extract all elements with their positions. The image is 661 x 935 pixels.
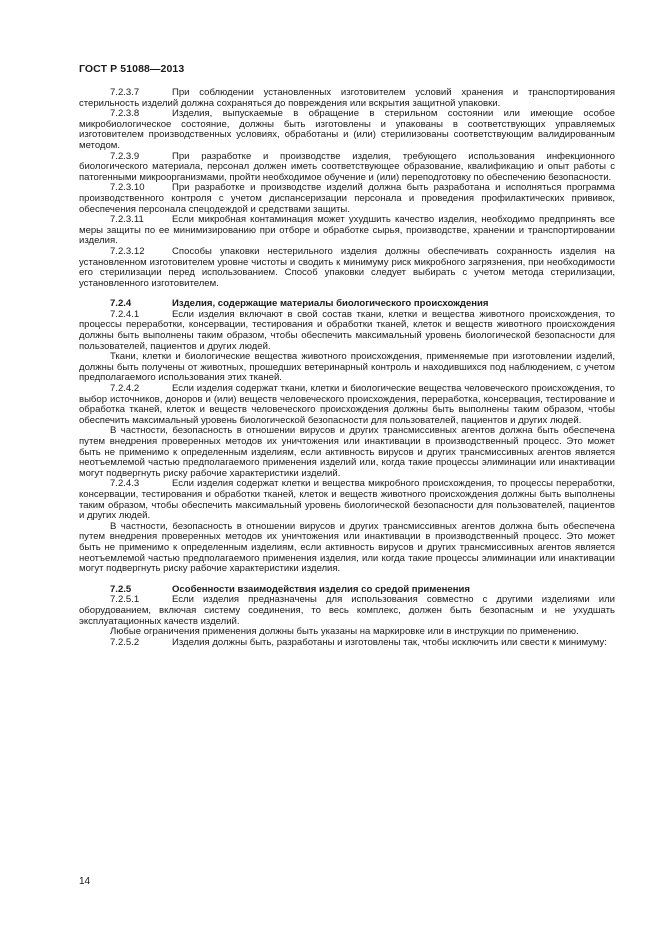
clause-text: Изделия, выпускаемые в обращение в стерильном состоянии или имеющие особое микробиологическое состояние, должны быть изготовлены и упакованы в соответствующих управляемых изготовителем производственных условиях, обработаны и (или) стерилизованы соответствующим валидированным методом. xyxy=(79,108,615,151)
clause-text: В частности, безопасность в отношении вирусов и других трансмиссивных агентов должна быть обеспечена путем внедрения проверенных методов их уничтожения или инактивации в производственный процесс. Это может быть не применимо к определенным изделиям, если активность вирусов и других трансмиссивных агентов является неотъемлемой частью предполагаемого применения изделия, или когда такие процессы элиминации или инактивации могут подвергнуть риску рабочие характеристики изделия. xyxy=(79,520,615,575)
paragraph-7-2-3-7 xyxy=(79,88,615,109)
clause-number: 7.2.4.3 xyxy=(110,478,140,490)
paragraph-7-2-4-3 xyxy=(79,479,615,521)
clause-text: Если микробная контаминация может ухудшить качество изделия, необходимо предпринять все меры защиты по ее минимизированию при отборе и обработке сырья, производстве, хранении и транспортировании изделия. xyxy=(79,214,615,247)
section-title: Изделия, содержащие материалы биологического происхождения xyxy=(172,298,489,310)
clause-number: 7.2.3.10 xyxy=(110,182,145,194)
clause-text: При разработке и производстве изделий должна быть разработана и исполняться программа производственного контроля с учетом диспансеризации персонала и проведения профилактических прививок, обеспечения персонала спецодеждой и средствами защиты. xyxy=(79,182,615,215)
clause-number: 7.2.4.1 xyxy=(110,308,140,320)
clause-number: 7.2.3.8 xyxy=(110,108,140,120)
paragraph-7-2-5-1 xyxy=(79,595,615,627)
clause-text: Любые ограничения применения должны быть указаны на маркировке или в инструкции по применению. xyxy=(110,626,579,638)
clause-number: 7.2.4.2 xyxy=(110,383,140,395)
clause-number: 7.2.5.2 xyxy=(110,636,140,648)
clause-text: При соблюдении установленных изготовителем условий хранения и транспортирования стерильность изделий должна сохраняться до повреждения или вскрытия защитной упаковки. xyxy=(79,87,615,109)
document-body xyxy=(79,88,615,648)
clause-number: 7.2.5.1 xyxy=(110,594,140,606)
clause-text: В частности, безопасность в отношении вирусов и других трансмиссивных агентов должна быть обеспечена путем внедрения проверенных методов их уничтожения или инактивации в производственный процесс. Это может быть не применимо к определенным изделиям, если активность вирусов и других трансмиссивных агентов является неотъемлемой частью предполагаемого применения изделий или, когда такие процессы элиминации или инактивации могут подвергнуть риску рабочие характеристики изделий. xyxy=(79,425,615,479)
paragraph-7-2-3-9 xyxy=(79,152,615,184)
clause-number: 7.2.3.7 xyxy=(110,87,140,98)
paragraph-7-2-5-2 xyxy=(79,638,615,649)
clause-number: 7.2.3.12 xyxy=(110,245,145,257)
paragraph-7-2-4-1-cont xyxy=(79,352,615,384)
section-number: 7.2.5 xyxy=(110,583,132,595)
paragraph-7-2-3-11 xyxy=(79,215,615,247)
clause-text: Если изделия предназначены для использования совместно с другими изделиями или оборудованием, включая систему соединения, то весь комплекс, должен быть безопасным и не ухудшать эксплуатационных качеств изделий. xyxy=(79,594,615,627)
page-number: 14 xyxy=(79,876,91,887)
paragraph-7-2-3-12 xyxy=(79,247,615,289)
clause-text: При разработке и производстве изделия, требующего использования инфекционного биологического материала, персонал должен иметь соответствующее образование, квалификацию и опыт работы с патогенными микроорганизмами, пройти необходимое обучение и (или) переподготовку по обеспечению безопасности. xyxy=(79,150,615,183)
paragraph-7-2-3-8 xyxy=(79,109,615,151)
section-title: Особенности взаимодействия изделия со средой применения xyxy=(172,583,470,595)
paragraph-7-2-3-10 xyxy=(79,183,615,215)
document-header: ГОСТ Р 51088—2013 xyxy=(79,63,185,75)
clause-text: Если изделия содержат ткани, клетки и биологические вещества человеческого происхождения, то выбор источников, доноров и (или) веществ человеческого происхождения, переработка, консервация, тестирование и обработка тканей, клеток и веществ человеческого происхождения должны быть выполнены таким образом, чтобы обеспечить максимальный уровень биологической безопасности для пользователей, пациентов и других людей. xyxy=(79,383,615,426)
clause-text: Способы упаковки нестерильного изделия должны обеспечивать сохранность изделия на установленном изготовителем уровне чистоты и сводить к минимуму риск микробного загрязнения, при необходимости его стерилизации перед использованием. Способ упаковки следует выбирать с учетом метода стерилизации, установленного изготовителем. xyxy=(79,245,615,289)
clause-text: Если изделия содержат клетки и вещества микробного происхождения, то процессы переработки, консервации, тестирования и обработки тканей, клеток и веществ животного происхождения должны быть выполнены таким образом, чтобы обеспечить максимальный уровень биологической безопасности для пользователей, пациентов и других людей. xyxy=(79,478,615,522)
paragraph-7-2-4-1 xyxy=(79,310,615,352)
clause-text: Изделия должны быть, разработаны и изготовлены так, чтобы исключить или свести к минимуму: xyxy=(172,636,607,648)
clause-number: 7.2.3.11 xyxy=(110,214,144,226)
section-number: 7.2.4 xyxy=(110,298,132,310)
clause-text: Если изделия включают в свой состав ткани, клетки и вещества животного происхождения, то процессы переработки, консервации, тестирования и обработки тканей, клеток и веществ животного происхождения должны быть выполнены таким образом, чтобы обеспечить максимальный уровень биологической безопасности для пользователей, пациентов и других людей. xyxy=(79,308,615,352)
paragraph-7-2-4-2 xyxy=(79,384,615,426)
paragraph-7-2-4-3-cont xyxy=(79,522,615,575)
clause-number: 7.2.3.9 xyxy=(110,150,140,162)
clause-text: Ткани, клетки и биологические вещества животного происхождения, применяемые при изготовлении изделий, должны быть получены от животных, прошедших ветеринарный контроль и находившихся под наблюдением, с учетом предполагаемого использования этих тканей. xyxy=(79,351,615,384)
paragraph-7-2-4-2-cont xyxy=(79,426,615,479)
